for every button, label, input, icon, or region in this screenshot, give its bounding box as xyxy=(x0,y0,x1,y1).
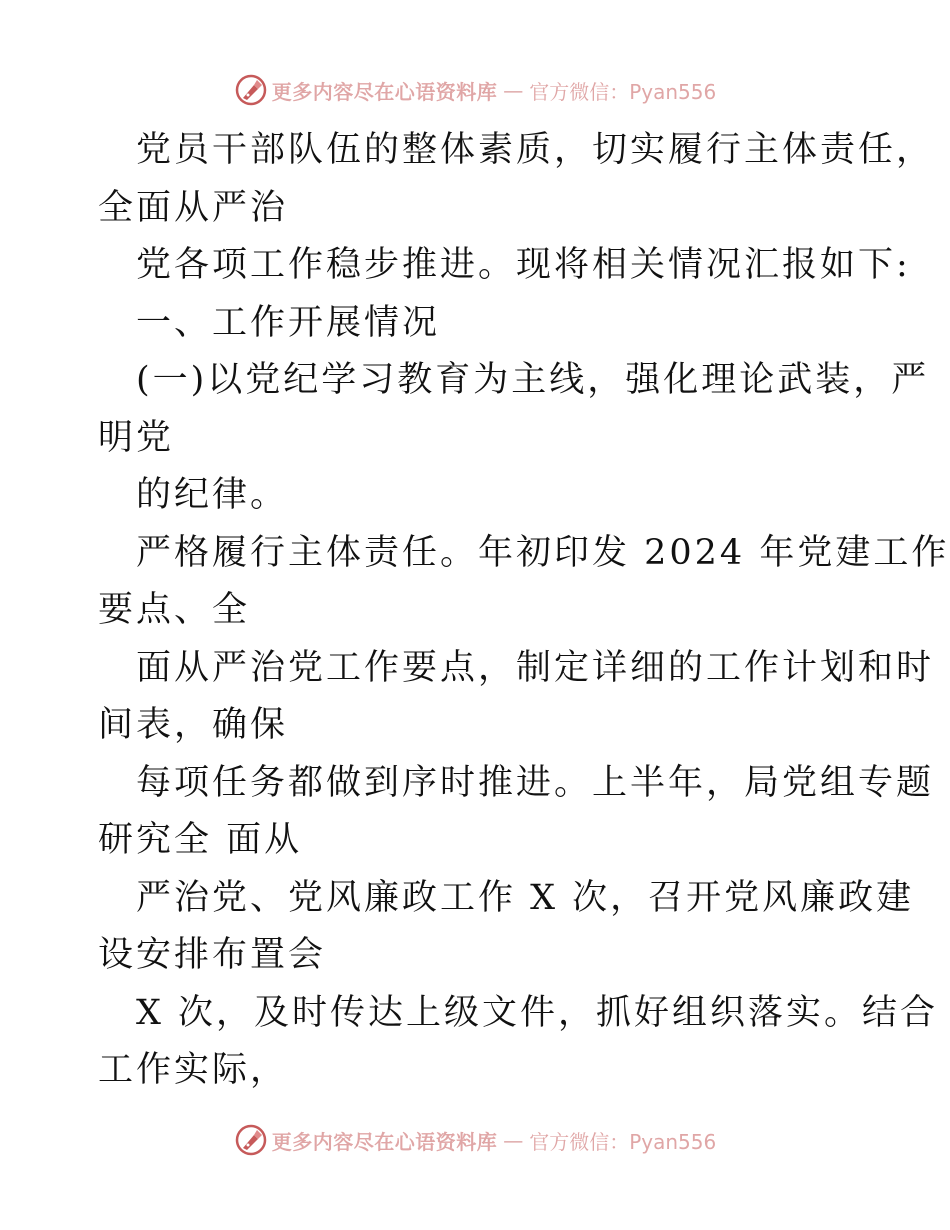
paragraph-line: 工作实际， xyxy=(98,1050,289,1090)
paragraph-line: 设安排布置会 xyxy=(98,935,327,975)
paragraph-line: 的纪律。 xyxy=(136,475,289,515)
paragraph-line: 全面从严治 xyxy=(98,187,289,228)
paragraph-line: 间表，确保 xyxy=(98,705,289,745)
paragraph-line: 严治党、党风廉政工作 X 次，召开党风廉政建 xyxy=(136,877,915,918)
watermark-contact: 官方微信：Pyan556 xyxy=(529,79,717,104)
watermark-title: 更多内容尽在心语资料库 xyxy=(271,1129,498,1154)
watermark-dash: — xyxy=(503,78,524,102)
footer-watermark xyxy=(0,1120,950,1160)
watermark-dash: — xyxy=(503,1128,524,1152)
paragraph-line: 明党 xyxy=(98,417,175,458)
paragraph-line: X 次，及时传达上级文件，抓好组织落实。结合 xyxy=(136,992,939,1033)
paragraph-line: 研究全 面从 xyxy=(98,820,303,860)
paragraph-line: 党各项工作稳步推进。现将相关情况汇报如下: xyxy=(136,245,911,285)
pen-nib-logo-icon xyxy=(234,1123,268,1157)
paragraph-line: 党员干部队伍的整体素质，切实履行主体责任， xyxy=(136,130,935,170)
section-heading: 一、工作开展情况 xyxy=(136,302,441,343)
header-watermark xyxy=(0,70,950,110)
paragraph-line: 面从严治党工作要点，制定详细的工作计划和时 xyxy=(136,647,935,688)
watermark-contact: 官方微信：Pyan556 xyxy=(529,1129,717,1154)
document-body xyxy=(98,122,950,1100)
paragraph-line: 严格履行主体责任。年初印发 2024 年党建工作 xyxy=(136,532,950,573)
paragraph-line: 每项任务都做到序时推进。上半年，局党组专题 xyxy=(136,762,935,803)
subsection-heading: (一)以党纪学习教育为主线，强化理论武装，严 xyxy=(136,360,930,400)
watermark-title: 更多内容尽在心语资料库 xyxy=(271,79,498,104)
pen-nib-logo-icon xyxy=(234,73,268,107)
paragraph-line: 要点、全 xyxy=(98,590,251,630)
